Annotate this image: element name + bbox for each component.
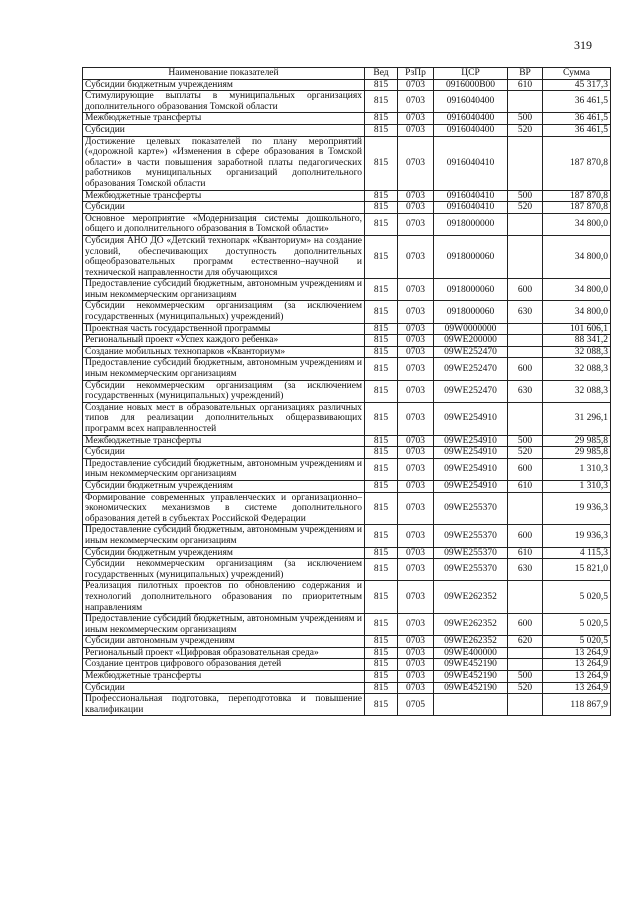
- column-header-name: Наименование показателей: [83, 68, 365, 80]
- cell-rzpr: 0703: [398, 323, 434, 335]
- cell-sum: 19 936,3: [543, 492, 611, 525]
- cell-name: Проектная часть государственной программы: [83, 323, 365, 335]
- cell-csr: 09WE252470: [434, 380, 508, 402]
- cell-sum: 45 317,3: [543, 79, 611, 91]
- column-header-csr: ЦСР: [434, 68, 508, 80]
- cell-csr: 09WE262352: [434, 636, 508, 648]
- cell-csr: 09WE254910: [434, 480, 508, 492]
- table-row: [83, 358, 611, 380]
- cell-name: Профессиональная подготовка, переподготовка и повышение квалификации: [83, 694, 365, 716]
- column-header-sum: Сумма: [543, 68, 611, 80]
- cell-ved: 815: [365, 235, 398, 278]
- cell-vr: [508, 323, 543, 335]
- cell-name: Предоставление субсидий бюджетным, автономным учреждениям и иным некоммерческим организациям: [83, 614, 365, 636]
- cell-csr: 0916040400: [434, 91, 508, 113]
- cell-rzpr: 0703: [398, 492, 434, 525]
- cell-ved: 815: [365, 91, 398, 113]
- cell-vr: [508, 694, 543, 716]
- table-row: [83, 279, 611, 301]
- cell-csr: 09WE252470: [434, 358, 508, 380]
- cell-ved: 815: [365, 581, 398, 614]
- table-row: [83, 335, 611, 347]
- table-row: [83, 124, 611, 136]
- cell-ved: 815: [365, 279, 398, 301]
- cell-rzpr: 0703: [398, 614, 434, 636]
- cell-sum: 5 020,5: [543, 614, 611, 636]
- cell-name: Реализация пилотных проектов по обновлению содержания и технологий дополнительного образования по приоритетным направлениям: [83, 581, 365, 614]
- cell-rzpr: 0703: [398, 279, 434, 301]
- cell-rzpr: 0703: [398, 559, 434, 581]
- cell-sum: 5 020,5: [543, 636, 611, 648]
- cell-csr: 09W0000000: [434, 323, 508, 335]
- cell-name: Субсидии бюджетным учреждениям: [83, 79, 365, 91]
- cell-vr: 500: [508, 113, 543, 125]
- cell-rzpr: 0703: [398, 435, 434, 447]
- cell-sum: 4 115,3: [543, 547, 611, 559]
- cell-rzpr: 0703: [398, 659, 434, 671]
- cell-vr: 610: [508, 547, 543, 559]
- cell-name: Региональный проект «Успех каждого ребенка»: [83, 335, 365, 347]
- cell-rzpr: 0703: [398, 547, 434, 559]
- cell-csr: 0916040410: [434, 202, 508, 214]
- cell-sum: 187 870,8: [543, 136, 611, 190]
- cell-ved: 815: [365, 301, 398, 323]
- cell-csr: 0916040410: [434, 136, 508, 190]
- cell-vr: [508, 235, 543, 278]
- cell-csr: [434, 694, 508, 716]
- cell-sum: 36 461,5: [543, 113, 611, 125]
- cell-sum: 36 461,5: [543, 91, 611, 113]
- cell-csr: 0916040410: [434, 190, 508, 202]
- table-row: [83, 682, 611, 694]
- table-row: [83, 480, 611, 492]
- table-header-row: [83, 68, 611, 80]
- cell-sum: 13 264,9: [543, 659, 611, 671]
- cell-vr: 630: [508, 301, 543, 323]
- cell-sum: 187 870,8: [543, 190, 611, 202]
- cell-rzpr: 0703: [398, 647, 434, 659]
- cell-rzpr: 0703: [398, 346, 434, 358]
- cell-name: Субсидии: [83, 682, 365, 694]
- cell-vr: [508, 213, 543, 235]
- cell-name: Межбюджетные трансферты: [83, 435, 365, 447]
- cell-sum: 34 800,0: [543, 235, 611, 278]
- cell-vr: [508, 647, 543, 659]
- cell-sum: 1 310,3: [543, 458, 611, 480]
- cell-ved: 815: [365, 547, 398, 559]
- cell-vr: [508, 91, 543, 113]
- cell-rzpr: 0703: [398, 202, 434, 214]
- cell-csr: 09WE400000: [434, 647, 508, 659]
- cell-rzpr: 0703: [398, 124, 434, 136]
- cell-csr: 09WE255370: [434, 547, 508, 559]
- cell-name: Создание мобильных технопарков «Кванториум»: [83, 346, 365, 358]
- cell-rzpr: 0703: [398, 235, 434, 278]
- cell-vr: 500: [508, 435, 543, 447]
- cell-ved: 815: [365, 659, 398, 671]
- budget-table: [82, 67, 611, 716]
- cell-name: Субсидии: [83, 447, 365, 459]
- cell-rzpr: 0703: [398, 335, 434, 347]
- cell-vr: 520: [508, 124, 543, 136]
- cell-vr: 520: [508, 447, 543, 459]
- cell-rzpr: 0703: [398, 380, 434, 402]
- cell-csr: 09WE254910: [434, 402, 508, 435]
- cell-name: Субсидия АНО ДО «Детский технопарк «Кванториум» на создание условий, обеспечивающих доступность дополнительных общеобразовательных программ естественно–научной и технической направленности для обучающихся: [83, 235, 365, 278]
- cell-ved: 815: [365, 614, 398, 636]
- table-row: [83, 380, 611, 402]
- cell-vr: 500: [508, 190, 543, 202]
- cell-csr: 09WE452190: [434, 682, 508, 694]
- table-row: [83, 559, 611, 581]
- cell-ved: 815: [365, 492, 398, 525]
- cell-name: Субсидии автономным учреждениям: [83, 636, 365, 648]
- cell-sum: 88 341,2: [543, 335, 611, 347]
- cell-csr: 09WE452190: [434, 671, 508, 683]
- table-body: [83, 79, 611, 716]
- cell-csr: 09WE254910: [434, 447, 508, 459]
- cell-csr: 0918000060: [434, 235, 508, 278]
- cell-name: Формирование современных управленческих и организационно–экономических механизмов в системе дополнительного образования детей в субъектах Российской Федерации: [83, 492, 365, 525]
- cell-ved: 815: [365, 435, 398, 447]
- cell-rzpr: 0703: [398, 301, 434, 323]
- cell-ved: 815: [365, 671, 398, 683]
- cell-csr: 09WE254910: [434, 435, 508, 447]
- cell-rzpr: 0703: [398, 136, 434, 190]
- cell-csr: 09WE262352: [434, 581, 508, 614]
- cell-name: Субсидии некоммерческим организациям (за исключением государственных (муниципальных) учреждений): [83, 380, 365, 402]
- cell-ved: 815: [365, 447, 398, 459]
- cell-ved: 815: [365, 190, 398, 202]
- cell-csr: 09WE452190: [434, 659, 508, 671]
- table-row: [83, 91, 611, 113]
- cell-name: Региональный проект «Цифровая образовательная среда»: [83, 647, 365, 659]
- cell-vr: [508, 136, 543, 190]
- cell-ved: 815: [365, 346, 398, 358]
- cell-rzpr: 0703: [398, 636, 434, 648]
- cell-ved: 815: [365, 202, 398, 214]
- cell-vr: 610: [508, 480, 543, 492]
- cell-csr: 09WE255370: [434, 525, 508, 547]
- cell-sum: 118 867,9: [543, 694, 611, 716]
- cell-vr: 500: [508, 671, 543, 683]
- cell-vr: 630: [508, 380, 543, 402]
- cell-csr: 09WE255370: [434, 559, 508, 581]
- cell-rzpr: 0703: [398, 213, 434, 235]
- cell-vr: [508, 659, 543, 671]
- table-row: [83, 435, 611, 447]
- cell-sum: 32 088,3: [543, 358, 611, 380]
- table-row: [83, 492, 611, 525]
- cell-ved: 815: [365, 124, 398, 136]
- cell-rzpr: 0703: [398, 581, 434, 614]
- cell-sum: 36 461,5: [543, 124, 611, 136]
- table-row: [83, 447, 611, 459]
- cell-ved: 815: [365, 358, 398, 380]
- table-row: [83, 301, 611, 323]
- cell-sum: 29 985,8: [543, 435, 611, 447]
- table-row: [83, 614, 611, 636]
- cell-name: Создание новых мест в образовательных организациях различных типов для реализации дополнительных общеразвивающих программ всех направленностей: [83, 402, 365, 435]
- table-row: [83, 547, 611, 559]
- cell-rzpr: 0703: [398, 113, 434, 125]
- table-row: [83, 202, 611, 214]
- column-header-vr: ВР: [508, 68, 543, 80]
- cell-vr: [508, 346, 543, 358]
- table-row: [83, 458, 611, 480]
- table-row: [83, 79, 611, 91]
- cell-vr: 520: [508, 202, 543, 214]
- cell-csr: 09WE254910: [434, 458, 508, 480]
- page-number: 319: [574, 38, 592, 52]
- cell-ved: 815: [365, 525, 398, 547]
- cell-vr: [508, 402, 543, 435]
- cell-csr: 0918000060: [434, 301, 508, 323]
- table-row: [83, 647, 611, 659]
- table-row: [83, 525, 611, 547]
- cell-vr: 610: [508, 79, 543, 91]
- cell-name: Субсидии некоммерческим организациям (за исключением государственных (муниципальных) учреждений): [83, 559, 365, 581]
- cell-sum: 101 606,1: [543, 323, 611, 335]
- cell-rzpr: 0703: [398, 671, 434, 683]
- cell-sum: 32 088,3: [543, 346, 611, 358]
- cell-sum: 13 264,9: [543, 682, 611, 694]
- cell-csr: 0918000000: [434, 213, 508, 235]
- cell-ved: 815: [365, 402, 398, 435]
- cell-name: Стимулирующие выплаты в муниципальных организациях дополнительного образования Томской области: [83, 91, 365, 113]
- cell-rzpr: 0703: [398, 480, 434, 492]
- cell-csr: 0916040400: [434, 124, 508, 136]
- cell-rzpr: 0703: [398, 190, 434, 202]
- cell-ved: 815: [365, 113, 398, 125]
- column-header-ved: Вед: [365, 68, 398, 80]
- table-row: [83, 235, 611, 278]
- cell-vr: 600: [508, 358, 543, 380]
- cell-name: Предоставление субсидий бюджетным, автономным учреждениям и иным некоммерческим организациям: [83, 358, 365, 380]
- cell-rzpr: 0703: [398, 91, 434, 113]
- cell-sum: 13 264,9: [543, 647, 611, 659]
- cell-sum: 32 088,3: [543, 380, 611, 402]
- cell-vr: 630: [508, 559, 543, 581]
- cell-sum: 13 264,9: [543, 671, 611, 683]
- cell-vr: [508, 335, 543, 347]
- cell-vr: [508, 581, 543, 614]
- table-row: [83, 694, 611, 716]
- cell-rzpr: 0705: [398, 694, 434, 716]
- cell-name: Субсидии некоммерческим организациям (за исключением государственных (муниципальных) учреждений): [83, 301, 365, 323]
- cell-vr: 520: [508, 682, 543, 694]
- cell-name: Основное мероприятие «Модернизация системы дошкольного, общего и дополнительного образования в Томской области»: [83, 213, 365, 235]
- cell-name: Субсидии бюджетным учреждениям: [83, 480, 365, 492]
- cell-ved: 815: [365, 682, 398, 694]
- cell-sum: 34 800,0: [543, 301, 611, 323]
- cell-name: Межбюджетные трансферты: [83, 671, 365, 683]
- cell-rzpr: 0703: [398, 458, 434, 480]
- cell-vr: 620: [508, 636, 543, 648]
- cell-sum: 15 821,0: [543, 559, 611, 581]
- cell-name: Субсидии: [83, 124, 365, 136]
- cell-sum: 29 985,8: [543, 447, 611, 459]
- cell-rzpr: 0703: [398, 402, 434, 435]
- cell-ved: 815: [365, 647, 398, 659]
- cell-ved: 815: [365, 79, 398, 91]
- cell-ved: 815: [365, 480, 398, 492]
- cell-csr: 0918000060: [434, 279, 508, 301]
- cell-name: Создание центров цифрового образования детей: [83, 659, 365, 671]
- table-row: [83, 136, 611, 190]
- table-row: [83, 190, 611, 202]
- cell-rzpr: 0703: [398, 79, 434, 91]
- cell-ved: 815: [365, 213, 398, 235]
- cell-rzpr: 0703: [398, 525, 434, 547]
- cell-ved: 815: [365, 636, 398, 648]
- cell-sum: 34 800,0: [543, 279, 611, 301]
- table-row: [83, 113, 611, 125]
- cell-csr: 09WE252470: [434, 346, 508, 358]
- cell-csr: 0916000B00: [434, 79, 508, 91]
- cell-vr: [508, 492, 543, 525]
- cell-vr: 600: [508, 525, 543, 547]
- cell-vr: 600: [508, 458, 543, 480]
- cell-sum: 1 310,3: [543, 480, 611, 492]
- cell-ved: 815: [365, 380, 398, 402]
- cell-ved: 815: [365, 136, 398, 190]
- column-header-rzpr: РзПр: [398, 68, 434, 80]
- cell-name: Межбюджетные трансферты: [83, 113, 365, 125]
- cell-ved: 815: [365, 694, 398, 716]
- cell-sum: 187 870,8: [543, 202, 611, 214]
- cell-sum: 31 296,1: [543, 402, 611, 435]
- cell-name: Межбюджетные трансферты: [83, 190, 365, 202]
- cell-ved: 815: [365, 323, 398, 335]
- table-row: [83, 346, 611, 358]
- cell-ved: 815: [365, 559, 398, 581]
- cell-rzpr: 0703: [398, 358, 434, 380]
- cell-name: Достижение целевых показателей по плану мероприятий («дорожной карте») «Изменения в сфере образования в Томской области» в части повышения заработной платы педагогических работников муниципальных организаций дополнительного образования Томской области: [83, 136, 365, 190]
- cell-rzpr: 0703: [398, 682, 434, 694]
- cell-csr: 0916040400: [434, 113, 508, 125]
- table-row: [83, 659, 611, 671]
- cell-ved: 815: [365, 335, 398, 347]
- table-row: [83, 213, 611, 235]
- cell-csr: 09WE255370: [434, 492, 508, 525]
- cell-vr: 600: [508, 614, 543, 636]
- cell-name: Предоставление субсидий бюджетным, автономным учреждениям и иным некоммерческим организациям: [83, 279, 365, 301]
- cell-name: Субсидии: [83, 202, 365, 214]
- table-row: [83, 323, 611, 335]
- cell-sum: 19 936,3: [543, 525, 611, 547]
- cell-name: Предоставление субсидий бюджетным, автономным учреждениям и иным некоммерческим организациям: [83, 458, 365, 480]
- cell-sum: 5 020,5: [543, 581, 611, 614]
- table-row: [83, 671, 611, 683]
- table-row: [83, 402, 611, 435]
- table-row: [83, 636, 611, 648]
- cell-ved: 815: [365, 458, 398, 480]
- cell-rzpr: 0703: [398, 447, 434, 459]
- cell-csr: 09WE200000: [434, 335, 508, 347]
- cell-sum: 34 800,0: [543, 213, 611, 235]
- cell-csr: 09WE262352: [434, 614, 508, 636]
- table-row: [83, 581, 611, 614]
- cell-name: Предоставление субсидий бюджетным, автономным учреждениям и иным некоммерческим организациям: [83, 525, 365, 547]
- cell-name: Субсидии бюджетным учреждениям: [83, 547, 365, 559]
- cell-vr: 600: [508, 279, 543, 301]
